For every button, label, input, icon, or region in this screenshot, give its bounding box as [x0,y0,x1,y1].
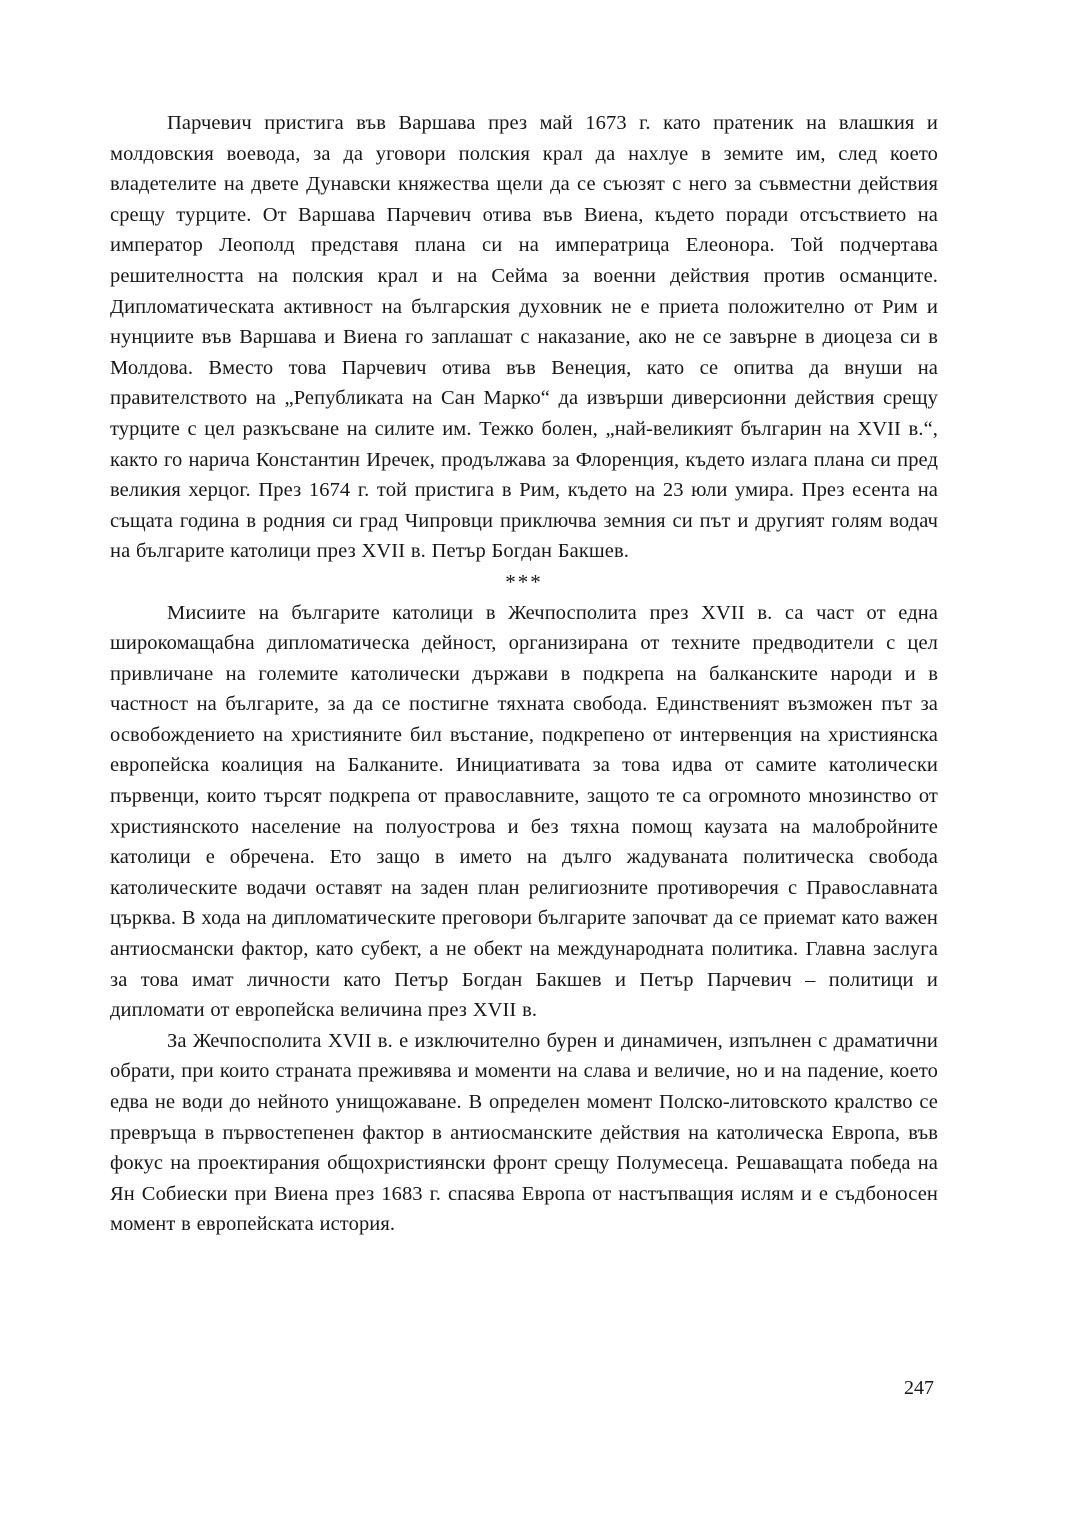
page-number: 247 [904,1377,934,1399]
page-body-text [110,108,938,1240]
paragraph-parchevich: Парчевич пристига във Варшава през май 1673 г. като пратеник на влашкия и молдовския воевода, за да уговори полския крал да нахлуе в земите им, след което владетелите на двете Дунавски княжества щели да се съюзят с него за съвместни действия срещу турците. От Варшава Парчевич отива във Виена, където поради отсъствието на император Леополд представя плана си на императрица Елеонора. Той подчертава решителността на полския крал и на Сейма за военни действия против османците. Дипломатическата активност на българския духовник не е приета положително от Рим и нунциите във Варшава и Виена го заплашат с наказание, ако не се завърне в диоцеза си в Молдова. Вместо това Парчевич отива във Венеция, като се опитва да внуши на правителството на „Републиката на Сан Марко“ да извърши диверсионни действия срещу турците с цел разкъсване на силите им. Тежко болен, „най-великият българин на XVII в.“, както го нарича Константин Иречек, продължава за Флоренция, където излага плана си пред великия херцог. През 1674 г. той пристига в Рим, където на 23 юли умира. През есента на същата година в родния си град Чипровци приключва земния си път и другият голям водач на българите католици през XVII в. Петър Богдан Бакшев. [110,112,938,563]
paragraph-missions: Мисиите на българите католици в Жечпосполита през XVII в. са част от една широкомащабна дипломатическа дейност, организирана от техните предводители с цел привличане на големите католически държави в подкрепа на балканските народи и в частност на българите, за да се постигне тяхната свобода. Единственият възможен път за освобождението на християните бил въстание, подкрепено от интервенция на християнска европейска коалиция на Балканите. Инициативата за това идва от самите католически първенци, които търсят подкрепа от православните, защото те са огромното мнозинство от християнското население на полуострова и без тяхна помощ каузата на малобройните католици е обречена. Ето защо в името на дълго жадуваната политическа свобода католическите водачи оставят на заден план религиозните противоречия с Православната църква. В хода на дипломатическите преговори българите започват да се приемат като важен антиосмански фактор, като субект, а не обект на международната политика. Главна заслуга за това имат личности като Петър Богдан Бакшев и Петър Парчевич – политици и дипломати от европейска величина през XVII в. [110,601,938,1022]
paragraph-rzeczpospolita: За Жечпосполита XVII в. е изключително бурен и динамичен, изпълнен с драматични обрати, при които страната преживява и моменти на слава и величие, но и на падение, което едва не води до нейното унищожаване. В определен момент Полско-литовското кралство се превръща в първостепенен фактор в антиосманските действия на католическа Европа, във фокус на проектирания общохристиянски фронт срещу Полумесеца. Решаващата победа на Ян Собиески при Виена през 1683 г. спасява Европа от настъпващия ислям и е съдбоносен момент в европейската история. [110,1029,938,1236]
section-separator: *** [505,569,543,594]
